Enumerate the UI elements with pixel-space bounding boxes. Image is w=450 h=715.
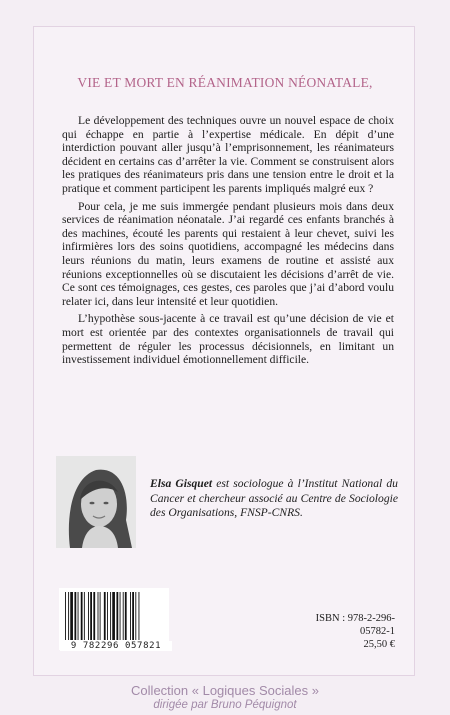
book-title: VIE ET MORT EN RÉANIMATION NÉONATALE, xyxy=(77,75,373,90)
author-photo xyxy=(56,456,136,548)
price: 25,50 € xyxy=(363,639,395,650)
blurb-paragraph-1: Le développement des techniques ouvre un nouvel espace de choix qui échappe en partie à l’expertise médicale. En dépit d’une interdiction pouvant aller jusqu’à l’emprisonnement, les réanimateurs décident en certains cas d’arrêter la vie. Comment se construisent alors les pratiques des réanimateurs pris dans une tension entre le droit et la pratique et comment participent les parents impliqués malgré eux ? xyxy=(62,114,394,195)
isbn: ISBN : 978-2-296-05782-1 xyxy=(315,613,395,637)
author-bio xyxy=(150,477,398,521)
blurb-paragraph-3: L’hypothèse sous-jacente à ce travail est qu’une décision de vie et mort est orientée par des contextes organisationnels de travail qui permettent de réguler les processus décisionnels, en limitant un investissement individuel émotionnellement difficile. xyxy=(62,312,394,367)
isbn-block xyxy=(290,612,395,651)
blurb-paragraph-2: Pour cela, je me suis immergée pendant plusieurs mois dans deux services de réanimation néonatale. J’ai regardé ces enfants branchés à des machines, écouté les parents qui restaient à leur chevet, suivi les infirmières lors des soins quotidiens, accompagné les médecins dans leurs réunions du matin, leurs examens de routine et assisté aux réunions exceptionnelles où se discutaient les décisions d’arrêt de vie. Ce sont ces témoignages, ces gestes, ces paroles que j’ai d’abord voulu relater ici, dans leur intensité et leur quotidien. xyxy=(62,199,394,308)
blurb xyxy=(62,114,394,371)
barcode-number: 9 782296 057821 xyxy=(60,641,172,651)
collection-director: dirigée par Bruno Péquignot xyxy=(153,699,297,711)
collection-name: Collection « Logiques Sociales » xyxy=(131,683,319,698)
author-name: Elsa Gisquet xyxy=(150,477,213,490)
author-bio-text: est sociologue à l’Institut National du Cancer et chercheur associé au Centre de Sociologie des Organisations, FNSP-CNRS. xyxy=(150,477,398,519)
